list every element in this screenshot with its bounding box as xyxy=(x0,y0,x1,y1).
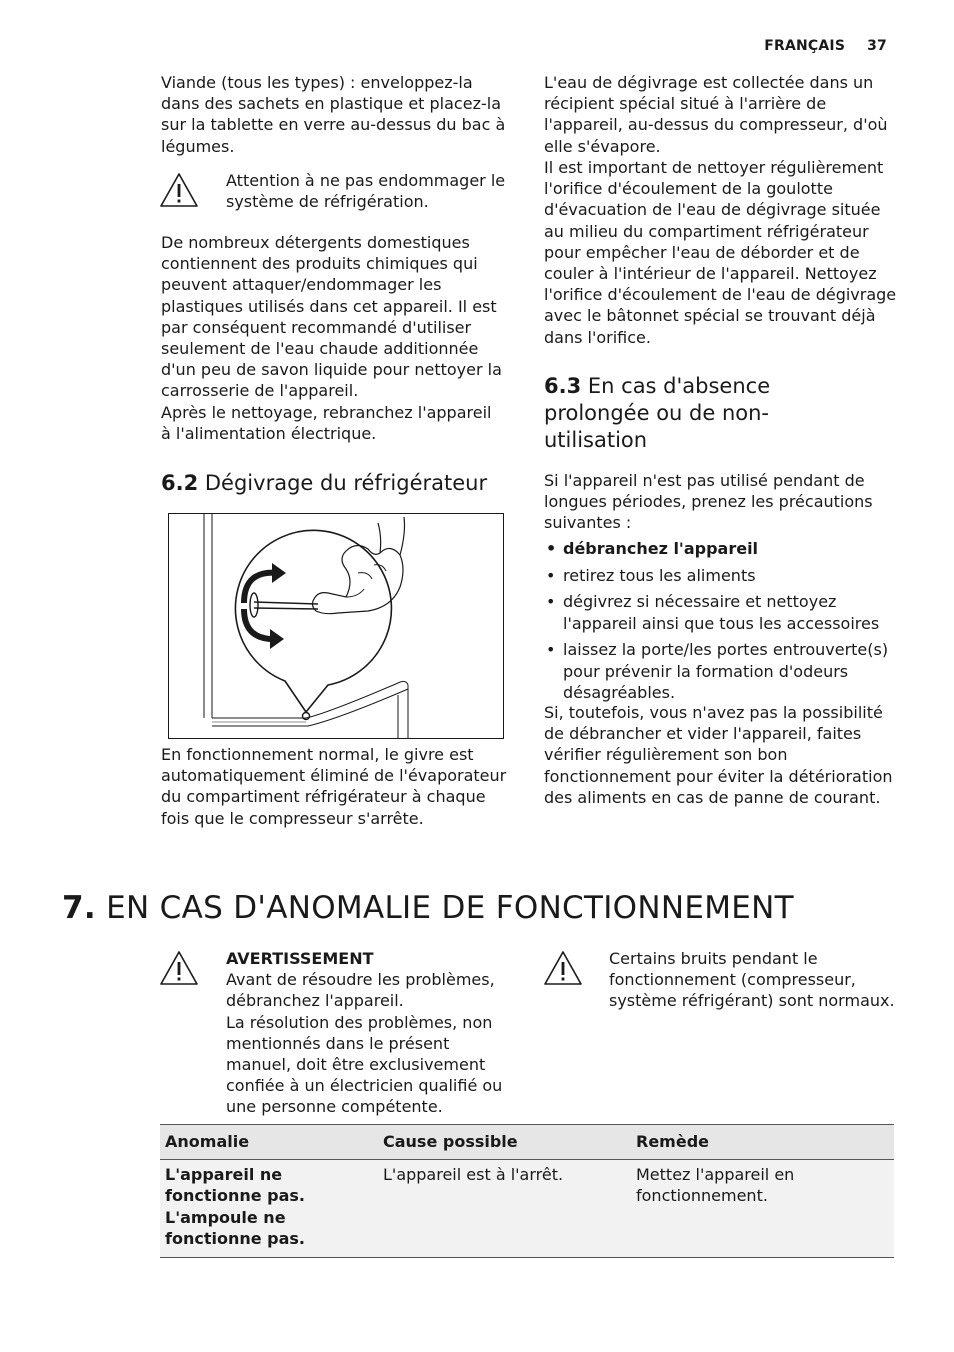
warning-block xyxy=(226,948,516,1118)
column-header-cause: Cause possible xyxy=(378,1125,631,1160)
paragraph-auto-defrost: En fonctionnement normal, le givre est automatiquement éliminé de l'évaporateur du compartiment réfrigérateur à chaque fois que le compresseur s'arrête. xyxy=(161,745,507,828)
warning-icon xyxy=(543,950,583,986)
list-item: • retirez tous les aliments xyxy=(544,565,900,586)
defrost-drain-illustration xyxy=(168,513,504,739)
list-item: • laissez la porte/les portes entrouverte(s) pour prévenir la formation d'odeurs désagréables. xyxy=(544,639,900,703)
paragraph-power-failure: Si, toutefois, vous n'avez pas la possibilité de débrancher et vider l'appareil, faites vérifier régulièrement son bon fonctionnement pour éviter la détérioration des aliments en cas de panne de courant. xyxy=(544,703,893,807)
table-cell-anomaly: L'appareil ne fonctionne pas. L'ampoule ne fonctionne pas. xyxy=(160,1160,378,1258)
paragraph-detergents: De nombreux détergents domestiques contiennent des produits chimiques qui peuvent attaquer/endommager les plastiques utilisés dans cet appareil. Il est par conséquent recommandé d'utiliser seulement de l'eau chaude additionnée d'un peu de savon liquide pour nettoyer la carrosserie de l'appareil. xyxy=(161,233,502,401)
troubleshooting-table xyxy=(160,1124,894,1258)
column-header-anomaly: Anomalie xyxy=(160,1125,378,1160)
paragraph-drain-cleaning: Il est important de nettoyer régulièrement l'orifice d'écoulement de la goulotte d'évacuation de l'eau de dégivrage située au milieu du compartiment réfrigérateur pour empêcher l'eau de déborder et de couler à l'intérieur de l'appareil. Nettoyez l'orifice d'écoulement de l'eau de dégivrage avec le bâtonnet spécial se trouvant déjà dans l'orifice. xyxy=(544,158,897,347)
table-header-row xyxy=(160,1125,894,1160)
chapter-title: EN CAS D'ANOMALIE DE FONCTIONNEMENT xyxy=(106,890,794,926)
table-cell-remedy: Mettez l'appareil en fonctionnement. xyxy=(631,1160,894,1258)
table-cell-cause: L'appareil est à l'arrêt. xyxy=(378,1160,631,1258)
warning-title: AVERTISSEMENT xyxy=(226,949,374,968)
paragraph-defrost-water: L'eau de dégivrage est collectée dans un récipient spécial situé à l'arrière de l'appareil, au-dessus du compresseur, d'où elle s'évapore. xyxy=(544,73,888,156)
header-language: FRANÇAIS xyxy=(764,38,846,54)
warning-text: Avant de résoudre les problèmes, débranchez l'appareil. xyxy=(226,970,495,1011)
chapter-number: 7. xyxy=(62,890,96,926)
paragraph-meat-storage: Viande (tous les types) : enveloppez-la dans des sachets en plastique et placez-la sur la tablette en verre au-dessus du bac à légumes. xyxy=(161,73,506,156)
note-normal-noises: Certains bruits pendant le fonctionnement (compresseur, système réfrigérant) sont normaux. xyxy=(609,949,895,1011)
section-number: 6.2 xyxy=(161,471,199,495)
warning-text-qualified: La résolution des problèmes, non mentionnés dans le présent manuel, doit être exclusivement confiée à un électricien qualifié ou une personne compétente. xyxy=(226,1012,503,1117)
column-header-remedy: Remède xyxy=(631,1125,894,1160)
warning-icon xyxy=(159,950,199,986)
section-heading-6-3 xyxy=(544,373,834,454)
page-header xyxy=(764,38,887,54)
warning-icon xyxy=(159,172,199,208)
section-title: Dégivrage du réfrigérateur xyxy=(204,471,488,495)
chapter-heading xyxy=(62,888,794,928)
list-item: • dégivrez si nécessaire et nettoyez l'appareil ainsi que tous les accessoires xyxy=(544,591,900,633)
section-heading-6-2 xyxy=(161,470,521,497)
paragraph-reconnect: Après le nettoyage, rebranchez l'appareil à l'alimentation électrique. xyxy=(161,403,492,444)
paragraph-precautions-intro: Si l'appareil n'est pas utilisé pendant de longues périodes, prenez les précautions suivantes : xyxy=(544,471,873,533)
table-row xyxy=(160,1160,894,1258)
section-title: En cas d'absence prolongée ou de non-utilisation xyxy=(544,374,771,452)
page-number: 37 xyxy=(867,38,887,54)
list-item: • débranchez l'appareil xyxy=(544,538,900,559)
warning-text-cooling-system: Attention à ne pas endommager le système de réfrigération. xyxy=(226,171,506,212)
precautions-list xyxy=(544,538,900,708)
section-number: 6.3 xyxy=(544,374,582,398)
